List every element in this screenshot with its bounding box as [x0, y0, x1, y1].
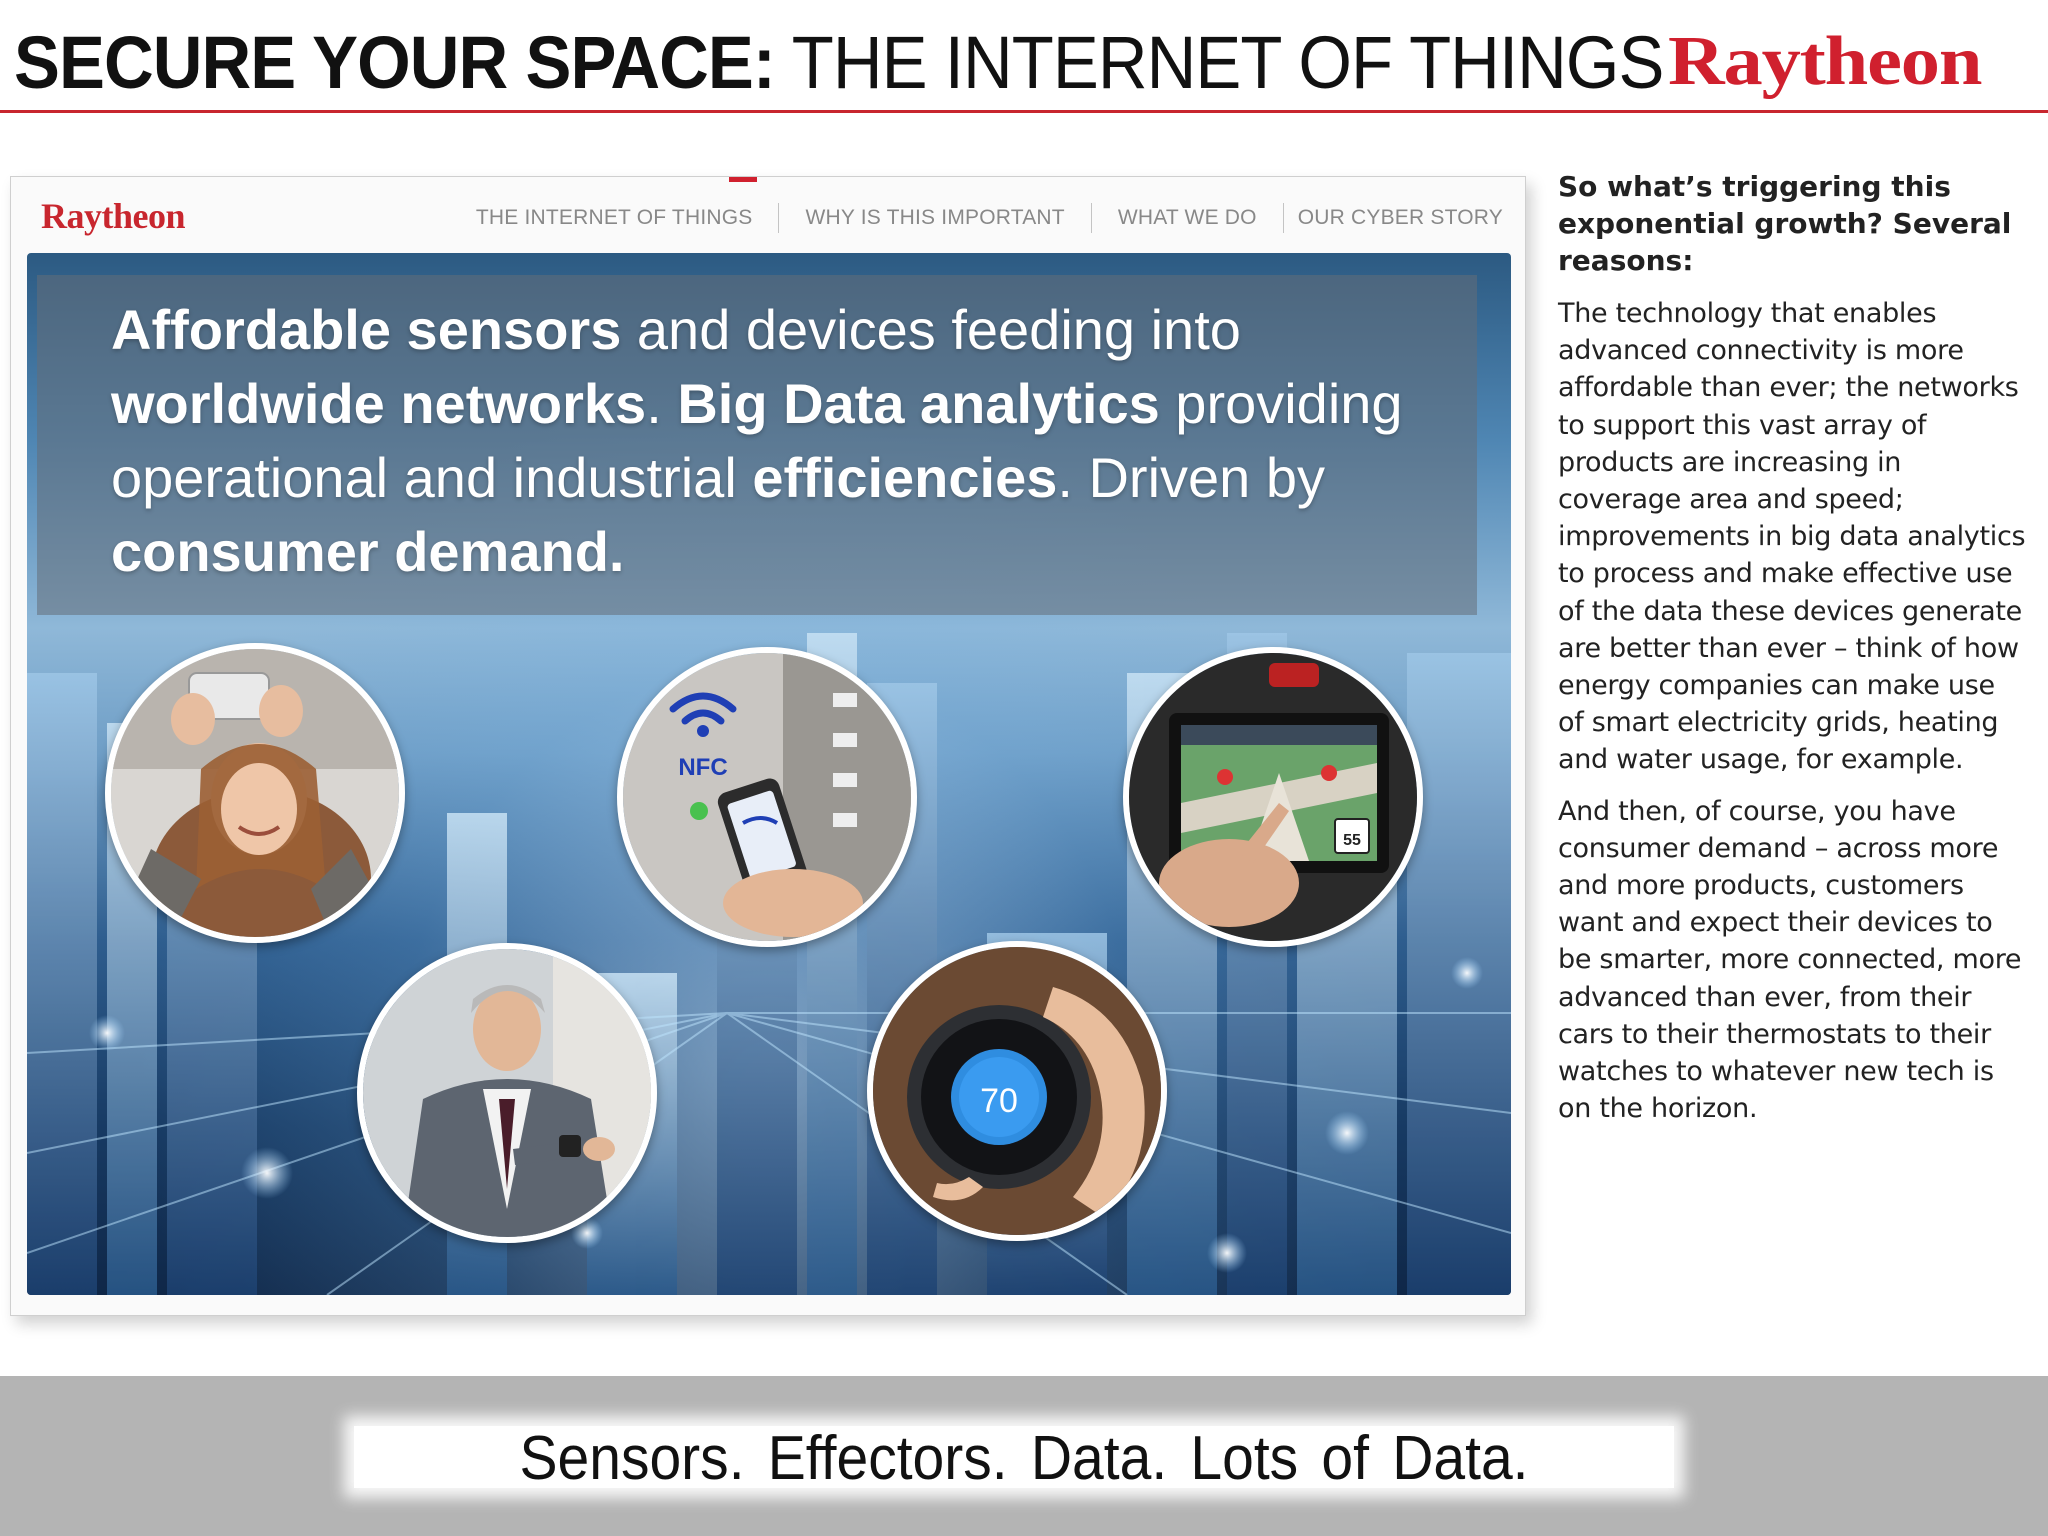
- website-nav: [450, 203, 1503, 233]
- sidebar-heading: So what’s triggering this exponential growth? Several reasons:: [1558, 170, 2012, 277]
- thermostat-temperature: 70: [980, 1082, 1018, 1120]
- footer-caption: Sensors. Effectors. Data. Lots of Data.: [519, 1424, 1529, 1493]
- woman-phone-photo-icon[interactable]: [105, 643, 405, 943]
- raytheon-logo: Raytheon: [1668, 23, 1982, 100]
- thermostat-photo-icon[interactable]: [867, 941, 1167, 1241]
- man-smartwatch-photo-icon[interactable]: [357, 943, 657, 1243]
- speed-sign-label: 55: [1343, 832, 1361, 849]
- headline-part: .: [646, 372, 678, 435]
- nav-item-what-we-do[interactable]: WHAT WE DO: [1117, 206, 1257, 229]
- nav-item-internet-of-things[interactable]: THE INTERNET OF THINGS: [475, 206, 753, 229]
- hero-headline: [111, 293, 1471, 589]
- headline-part: providing operational and industrial: [111, 372, 1403, 509]
- sidebar-paragraph-1: The technology that enables advanced connectivity is more affordable than ever; the networks to support this vast array of products are increasing in coverage area and speed; improvements in big data analytics to process and make effective use of the data these devices generate are better than ever – think of how energy companies can make use of smart electricity grids, heating and water usage, for example.: [1558, 298, 2026, 776]
- sidebar-paragraph-2: And then, of course, you have consumer demand – across more and more products, customers want and expect their devices to be smarter, more connected, more advanced than ever, from their cars to their thermostats to their watches to whatever new tech is on the horizon.: [1558, 795, 2022, 1125]
- title-divider: [0, 110, 2048, 113]
- hero-image: [27, 253, 1511, 1295]
- headline-part: Affordable sensors: [111, 298, 622, 361]
- headline-part: and devices feeding into: [621, 298, 1241, 361]
- headline-part: efficiencies: [752, 446, 1058, 509]
- nav-item-why-important[interactable]: WHY IS THIS IMPORTANT: [805, 206, 1065, 229]
- active-tab-marker: [729, 177, 757, 182]
- slide-title-bold: SECURE YOUR SPACE:: [14, 21, 775, 104]
- nfc-label: NFC: [678, 754, 728, 781]
- nav-item-cyber-story[interactable]: OUR CYBER STORY: [1297, 206, 1503, 229]
- sidebar-text: [1558, 168, 2028, 1127]
- slide-title-rest: THE INTERNET OF THINGS: [774, 21, 1664, 104]
- car-navigation-photo-icon[interactable]: [1123, 647, 1423, 947]
- headline-part: consumer demand.: [111, 520, 625, 583]
- nfc-payment-photo-icon[interactable]: [617, 647, 917, 947]
- footer-bar: [0, 1376, 2048, 1536]
- website-screenshot: [10, 176, 1526, 1316]
- headline-part: worldwide networks: [111, 372, 647, 435]
- headline-part: Big Data analytics: [677, 372, 1160, 435]
- slide-title: [14, 18, 1663, 108]
- headline-part: . Driven by: [1057, 446, 1326, 509]
- website-logo[interactable]: Raytheon: [41, 196, 186, 236]
